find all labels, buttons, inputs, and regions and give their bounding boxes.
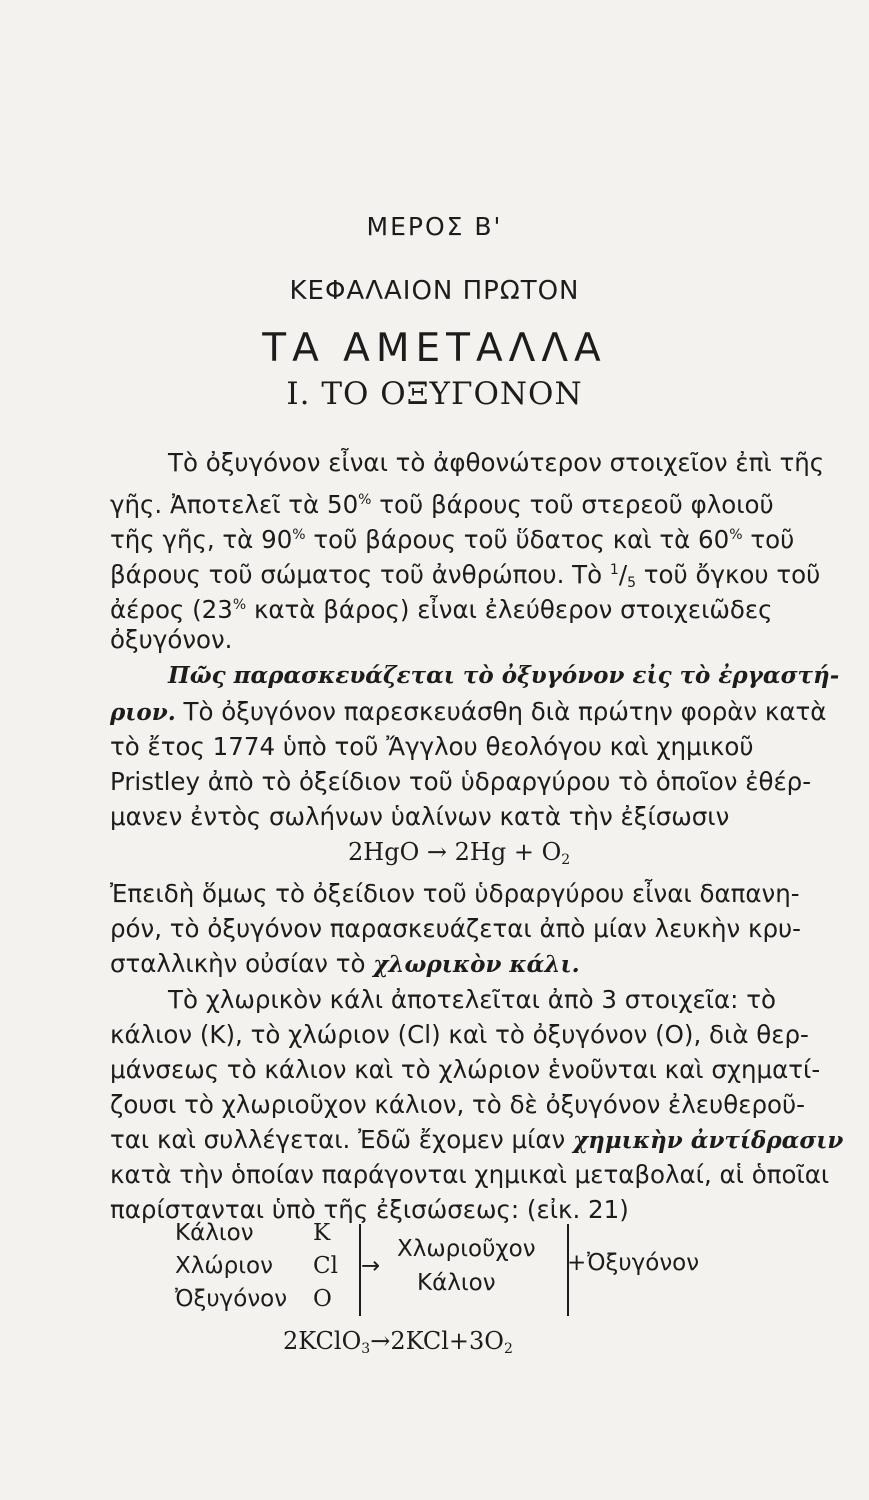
product-name: Χλωριοῦχον (397, 1236, 536, 1262)
paragraph-line: κατὰ τὴν ὁποίαν παράγονται χημικαὶ μεταβολαί, αἱ ὁποῖαι (110, 1160, 830, 1189)
element-name: Χλώριον (175, 1253, 273, 1279)
section-title: Ι. ΤΟ ΟΞΥΓΟΝΟΝ (286, 376, 583, 412)
percent-sign: % (729, 527, 743, 543)
paragraph-line: τῆς γῆς, τὰ 90% τοῦ βάρους τοῦ ὕδατος καὶ τὰ 60% τοῦ (110, 525, 795, 554)
emphasized-term: χλωρικὸν κάλι. (373, 951, 580, 978)
equation-potassium-chlorate: $2KClO_3\to 2KCl+3O_2$ (283, 1327, 513, 1357)
paragraph-line: Τὸ ὀξυγόνον εἶναι τὸ ἀφθονώτερον στοιχεῖον ἐπὶ τῆς (168, 448, 825, 477)
element-name: Κάλιον (175, 1220, 254, 1246)
paragraph-line: παρίστανται ὑπὸ τῆς ἐξισώσεως: (εἰκ. 21) (110, 1195, 629, 1224)
paragraph-line: ὀξυγόνον. (110, 625, 233, 654)
paragraph-line: ται καὶ συλλέγεται. Ἐδῶ ἔχομεν μίαν χημικὴν ἀντίδρασιν (110, 1125, 844, 1154)
paragraph-line: βάρους τοῦ σώματος τοῦ ἀνθρώπου. Τὸ $^1/_5$ τοῦ ὄγκου τοῦ (110, 560, 821, 591)
emphasized-term: χημικὴν ἀντίδρασιν (573, 1127, 844, 1154)
paragraph-line: Pristley ἀπὸ τὸ ὀξείδιον τοῦ ὑδραργύρου τὸ ὁποῖον ἐθέρ- (110, 767, 812, 796)
paragraph-line: σταλλικὴν οὐσίαν τὸ χλωρικὸν κάλι. (110, 949, 580, 978)
paragraph-line: τὸ ἔτος 1774 ὑπὸ τοῦ Ἄγγλου θεολόγου καὶ χημικοῦ (110, 732, 754, 761)
percent-sign: % (232, 597, 247, 613)
fraction-denominator: 5 (627, 575, 637, 591)
run-in-heading: Πῶς παρασκευάζεται τὸ ὀξυγόνον εἰς τὸ ἐργαστή- (168, 662, 840, 689)
paragraph-line: ριον. Τὸ ὀξυγόνον παρεσκευάσθη διὰ πρώτην φορὰν κατὰ (110, 697, 827, 726)
paragraph-line: ρόν, τὸ ὀξυγόνον παρασκευάζεται ἀπὸ μίαν λευκὴν κρυ- (110, 914, 802, 943)
reaction-arrow: → (370, 1327, 391, 1355)
paragraph-line: μανεν ἐντὸς σωλήνων ὑαλίνων κατὰ τὴν ἐξίσωσιν (110, 802, 730, 831)
percent-sign: % (358, 492, 372, 508)
topic-title: ΤΑ ΑΜΕΤΑΛΛΑ (262, 326, 607, 371)
product-name: Κάλιον (417, 1270, 496, 1296)
plus-sign: + (567, 1250, 587, 1276)
reaction-arrow: → (426, 838, 447, 866)
element-symbol: K (313, 1220, 331, 1246)
element-name: Ὀξυγόνον (175, 1286, 288, 1312)
run-in-heading: ριον. (110, 699, 176, 726)
equation-mercury-oxide: $2HgO \to 2Hg + O_2$ (348, 838, 571, 868)
reaction-arrow: → (361, 1253, 381, 1279)
paragraph-line: μάνσεως τὸ κάλιον καὶ τὸ χλώριον ἑνοῦνται καὶ σχηματί- (110, 1055, 821, 1084)
paragraph-line: Ἐπειδὴ ὅμως τὸ ὀξείδιον τοῦ ὑδραργύρου εἶναι δαπανη- (110, 879, 800, 908)
byproduct-name: Ὀξυγόνον (587, 1250, 700, 1276)
paragraph-line: κάλιον (K), τὸ χλώριον (Cl) καὶ τὸ ὀξυγόνον (O), διὰ θερ- (110, 1020, 809, 1049)
left-bracket (353, 1224, 361, 1316)
paragraph-line: ζουσι τὸ χλωριοῦχον κάλιον, τὸ δὲ ὀξυγόνον ἐλευθεροῦ- (110, 1090, 806, 1119)
paragraph-line: Τὸ χλωρικὸν κάλι ἀποτελεῖται ἀπὸ 3 στοιχεῖα: τὸ (168, 985, 776, 1014)
percent-sign: % (292, 527, 306, 543)
paragraph-line: γῆς. Ἀποτελεῖ τὰ 50% τοῦ βάρους τοῦ στερεοῦ φλοιοῦ (110, 490, 774, 519)
element-symbol: Cl (313, 1253, 338, 1279)
element-symbol: O (313, 1286, 332, 1312)
chapter-heading: ΚΕΦΑΛΑΙΟΝ ΠΡΩΤΟΝ (289, 276, 580, 306)
paragraph-line: ἀέρος (23% κατὰ βάρος) εἶναι ἐλεύθερον στοιχειῶδες (110, 595, 773, 624)
fraction-numerator: 1 (609, 562, 619, 578)
reaction-scheme (175, 1220, 775, 1320)
part-heading: ΜΕΡΟΣ Β' (366, 212, 503, 241)
